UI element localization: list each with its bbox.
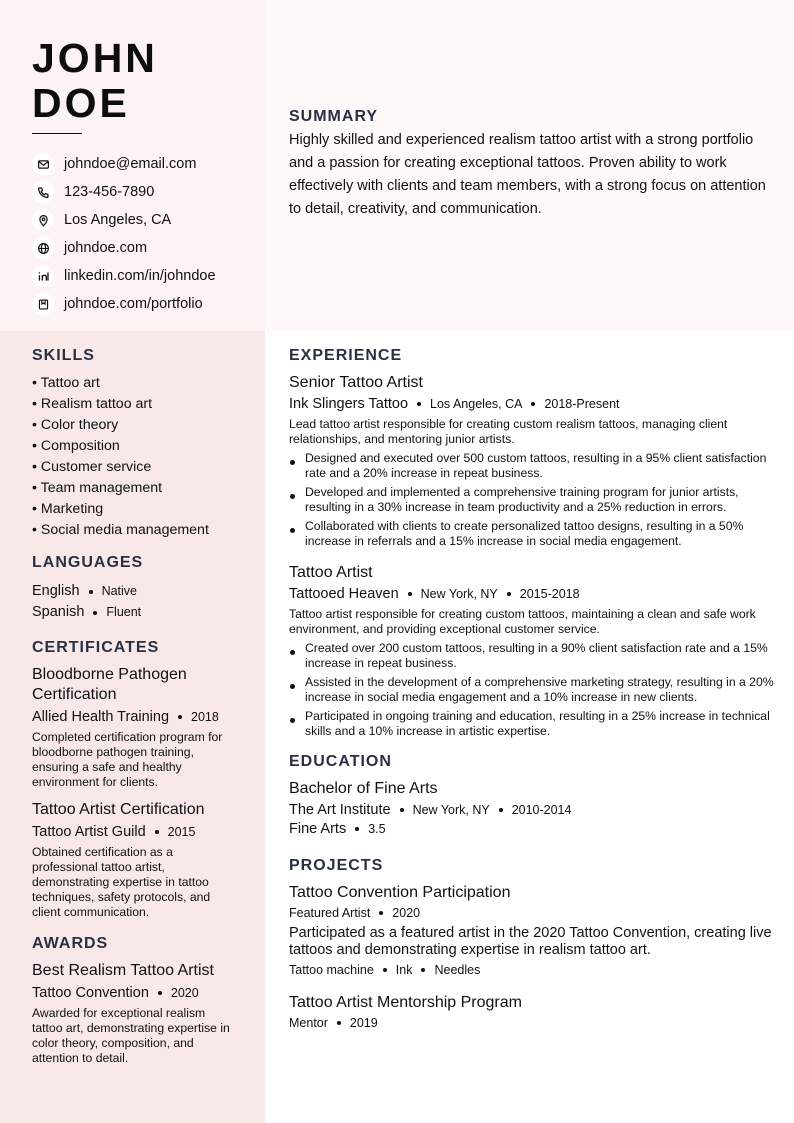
separator-dot — [89, 590, 93, 594]
separator-dot — [507, 592, 511, 596]
certificate-issuer: Tattoo Artist Guild — [32, 824, 146, 840]
project-year: 2020 — [392, 906, 421, 920]
project-item — [289, 883, 774, 977]
project-role: Featured Artist — [289, 906, 371, 920]
job-bullet: Developed and implemented a comprehensive training program for junior artists, resulting in a 30% increase in team productivity and a 25% reduction in errors. — [289, 485, 774, 515]
skills-list — [32, 373, 237, 541]
contact-email[interactable] — [32, 150, 216, 178]
separator-dot — [155, 830, 159, 834]
contact-location — [32, 206, 216, 234]
certificate-meta — [32, 709, 237, 725]
globe-icon — [32, 237, 54, 259]
project-meta — [289, 1016, 774, 1030]
project-tool: Needles — [434, 963, 481, 977]
language-row — [32, 581, 237, 602]
separator-dot — [408, 592, 412, 596]
separator-dot — [379, 911, 383, 915]
education-gpa: 3.5 — [368, 822, 386, 836]
certificate-meta — [32, 824, 237, 840]
awards-section — [32, 935, 237, 1066]
job-title: Senior Tattoo Artist — [289, 374, 423, 391]
portfolio-icon — [32, 293, 54, 315]
award-year: 2020 — [170, 986, 199, 1000]
separator-dot — [337, 1021, 341, 1025]
contact-website-text: johndoe.com — [64, 240, 148, 256]
contact-phone[interactable] — [32, 178, 216, 206]
experience-section — [289, 347, 774, 739]
certificate-item — [32, 665, 237, 790]
project-description: Participated as a featured artist in the 2020 Tattoo Convention, creating live tattoos and demonstrating expertise in realism tattoo art. — [289, 925, 772, 958]
location-pin-icon — [32, 209, 54, 231]
job-entry — [289, 563, 774, 739]
separator-dot — [400, 808, 404, 812]
left-column — [32, 347, 237, 1066]
job-dates: 2015-2018 — [519, 587, 580, 601]
projects-section — [289, 857, 774, 1030]
skill-item: • Social media management — [32, 522, 209, 538]
first-name: JOHN — [32, 35, 158, 81]
skill-item: • Composition — [32, 438, 120, 454]
job-location: Los Angeles, CA — [430, 397, 523, 411]
award-meta — [32, 985, 237, 1001]
separator-dot — [531, 402, 535, 406]
award-item — [32, 961, 237, 1066]
project-year: 2019 — [349, 1016, 378, 1030]
skill-item: • Marketing — [32, 501, 104, 517]
language-name: Spanish — [32, 604, 85, 620]
skill-item: • Realism tattoo art — [32, 396, 153, 412]
job-entry — [289, 373, 774, 549]
language-level: Native — [101, 584, 137, 598]
contact-linkedin-text: linkedin.com/in/johndoe — [64, 268, 216, 284]
separator-dot — [499, 808, 503, 812]
language-name: English — [32, 583, 80, 599]
experience-title: EXPERIENCE — [289, 347, 403, 364]
separator-dot — [421, 968, 425, 972]
job-bullets — [289, 451, 774, 549]
project-item — [289, 993, 774, 1030]
contact-portfolio[interactable] — [32, 290, 216, 318]
candidate-name — [32, 36, 158, 126]
skill-item: • Color theory — [32, 417, 119, 433]
education-field-row — [289, 821, 774, 837]
contact-linkedin[interactable] — [32, 262, 216, 290]
education-section — [289, 753, 774, 837]
project-tool: Tattoo machine — [289, 963, 374, 977]
awards-title: AWARDS — [32, 935, 109, 952]
last-name: DOE — [32, 80, 130, 126]
award-name: Best Realism Tattoo Artist — [32, 962, 214, 979]
award-description: Awarded for exceptional realism tattoo art, demonstrating expertise in color theory, composition, and attention to detail. — [32, 1006, 230, 1065]
separator-dot — [417, 402, 421, 406]
summary-title: SUMMARY — [289, 108, 379, 125]
certificate-description: Obtained certification as a professional tattoo artist, demonstrating expertise in tattoo techniques, safety protocols, and client communication. — [32, 845, 211, 919]
certificate-issuer: Allied Health Training — [32, 709, 170, 725]
award-issuer: Tattoo Convention — [32, 985, 149, 1001]
job-description: Tattoo artist responsible for creating custom tattoos, maintaining a clean and safe work environment, and providing exceptional customer service. — [289, 607, 756, 636]
email-icon — [32, 153, 54, 175]
right-column — [289, 347, 774, 1030]
summary-section — [289, 108, 774, 221]
job-title: Tattoo Artist — [289, 564, 373, 581]
education-field: Fine Arts — [289, 821, 347, 837]
education-dates: 2010-2014 — [511, 803, 572, 817]
skills-section — [32, 347, 237, 541]
languages-title: LANGUAGES — [32, 554, 144, 571]
summary-text: Highly skilled and experienced realism tattoo artist with a strong portfolio and a passion for creating exceptional tattoos. Proven ability to work effectively with clients and team members, with a strong focus on attention to detail, creativity, and communication. — [289, 132, 766, 217]
language-row — [32, 602, 237, 623]
separator-dot — [383, 968, 387, 972]
certificate-name: Bloodborne Pathogen Certification — [32, 666, 187, 703]
education-degree: Bachelor of Fine Arts — [289, 780, 438, 797]
separator-dot — [178, 715, 182, 719]
separator-dot — [158, 991, 162, 995]
project-meta — [289, 906, 774, 920]
projects-title: PROJECTS — [289, 857, 384, 874]
job-meta — [289, 586, 774, 602]
education-meta — [289, 802, 774, 818]
job-dates: 2018-Present — [544, 397, 620, 411]
job-bullet: Collaborated with clients to create personalized tattoo designs, resulting in a 50% increase in referrals and a 15% increase in social media engagement. — [289, 519, 774, 549]
contact-website[interactable] — [32, 234, 216, 262]
skill-item: • Team management — [32, 480, 163, 496]
job-company: Ink Slingers Tattoo — [289, 396, 409, 412]
project-role: Mentor — [289, 1016, 328, 1030]
job-bullet: Designed and executed over 500 custom tattoos, resulting in a 95% client satisfaction rate and a 20% increase in repeat business. — [289, 451, 774, 481]
certificate-name: Tattoo Artist Certification — [32, 801, 205, 818]
job-company: Tattooed Heaven — [289, 586, 399, 602]
education-school: The Art Institute — [289, 802, 391, 818]
job-bullet: Created over 200 custom tattoos, resulting in a 90% client satisfaction rate and a 15% increase in repeat business. — [289, 641, 774, 671]
certificate-year: 2015 — [167, 825, 196, 839]
job-description: Lead tattoo artist responsible for creating custom realism tattoos, managing client relationships, and mentoring junior artists. — [289, 417, 728, 446]
project-name: Tattoo Artist Mentorship Program — [289, 994, 522, 1011]
name-divider — [32, 133, 82, 134]
project-tool: Ink — [395, 963, 413, 977]
education-title: EDUCATION — [289, 753, 392, 770]
separator-dot — [93, 611, 97, 615]
skill-item: • Tattoo art — [32, 375, 100, 391]
education-location: New York, NY — [412, 803, 490, 817]
languages-section — [32, 554, 237, 623]
project-tools — [289, 963, 774, 977]
language-level: Fluent — [106, 605, 142, 619]
project-name: Tattoo Convention Participation — [289, 884, 511, 901]
separator-dot — [355, 827, 359, 831]
contact-list — [32, 150, 216, 318]
contact-phone-text: 123-456-7890 — [64, 184, 155, 200]
job-meta — [289, 396, 774, 412]
phone-icon — [32, 181, 54, 203]
certificate-year: 2018 — [191, 710, 219, 724]
job-bullet: Participated in ongoing training and education, resulting in a 25% increase in technical skills and a 10% increase in artistic expertise. — [289, 709, 774, 739]
certificates-title: CERTIFICATES — [32, 639, 160, 656]
job-bullets — [289, 641, 774, 739]
contact-portfolio-text: johndoe.com/portfolio — [64, 296, 203, 312]
skill-item: • Customer service — [32, 459, 152, 475]
contact-email-text: johndoe@email.com — [64, 156, 197, 172]
contact-location-text: Los Angeles, CA — [64, 212, 172, 228]
certificate-description: Completed certification program for bloodborne pathogen training, ensuring a safe and healthy environment for clients. — [32, 730, 223, 789]
job-bullet: Assisted in the development of a comprehensive marketing strategy, resulting in a 20% increase in social media engagement and a 10% increase in new clients. — [289, 675, 774, 705]
certificate-item — [32, 800, 237, 920]
certificates-section — [32, 639, 237, 920]
linkedin-icon — [32, 265, 54, 287]
skills-title: SKILLS — [32, 347, 95, 364]
job-location: New York, NY — [420, 587, 498, 601]
